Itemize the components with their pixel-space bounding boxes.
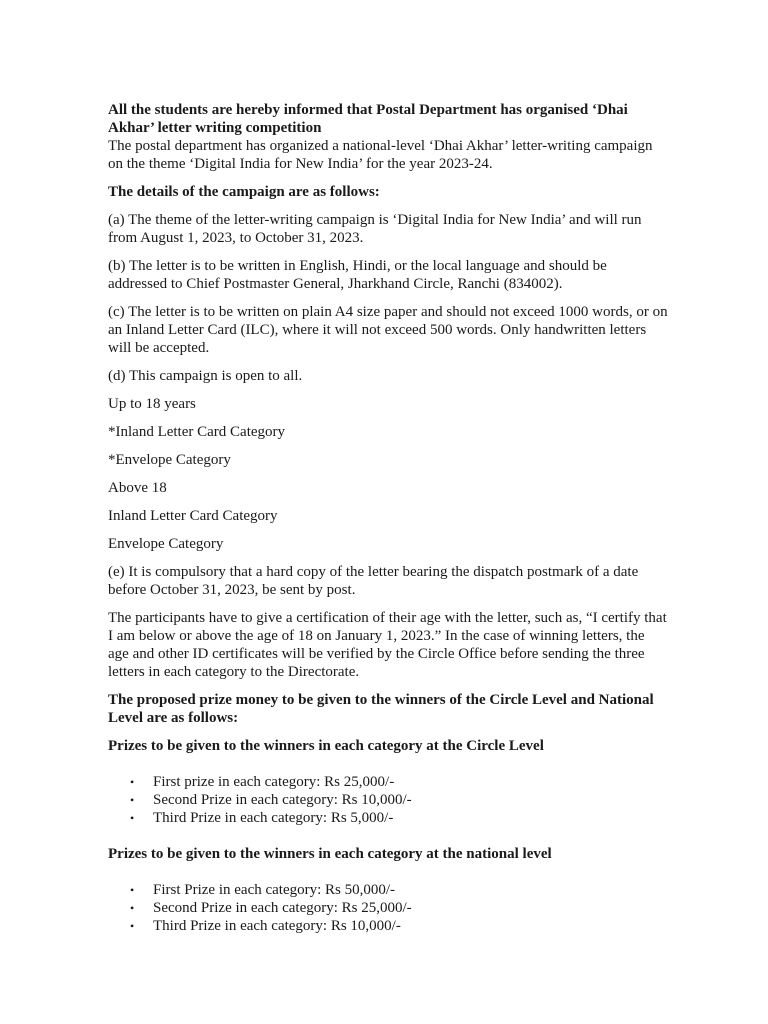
national-prize-first: First Prize in each category: Rs 50,000/- [153, 882, 396, 898]
point-a: (a) The theme of the letter-writing campaign is ‘Digital India for New India’ and will run from August 1, 2023, to October 31, 2023. [108, 212, 642, 246]
national-level-heading: Prizes to be given to the winners in each category at the national level [108, 846, 552, 862]
age-group-1-category-2: *Envelope Category [108, 452, 231, 468]
document-page [108, 101, 668, 935]
list-item [108, 791, 668, 809]
circle-prize-third: Third Prize in each category: Rs 5,000/- [153, 810, 394, 826]
circle-prize-list [108, 773, 668, 827]
point-b: (b) The letter is to be written in English, Hindi, or the local language and should be addressed to Chief Postmaster General, Jharkhand Circle, Ranchi (834002). [108, 258, 607, 292]
certification-paragraph: The participants have to give a certification of their age with the letter, such as, “I certify that I am below or above the age of 18 on January 1, 2023.” In the case of winning letters, the age and other ID certificates will be verified by the Circle Office before sending the three letters in each category to the Directorate. [108, 610, 667, 680]
national-prize-third: Third Prize in each category: Rs 10,000/- [153, 918, 401, 934]
circle-prize-second: Second Prize in each category: Rs 10,000/- [153, 792, 412, 808]
point-d: (d) This campaign is open to all. [108, 368, 303, 384]
list-item [108, 773, 668, 791]
list-item [108, 881, 668, 899]
point-e: (e) It is compulsory that a hard copy of the letter bearing the dispatch postmark of a date before October 31, 2023, be sent by post. [108, 564, 639, 598]
bullet-icon: • [130, 775, 135, 789]
age-group-2: Above 18 [108, 480, 167, 496]
national-prize-second: Second Prize in each category: Rs 25,000/- [153, 900, 412, 916]
list-item [108, 917, 668, 935]
age-group-1-category-1: *Inland Letter Card Category [108, 424, 286, 440]
document-title: All the students are hereby informed that Postal Department has organised ‘Dhai Akhar’ letter writing competition [108, 102, 628, 136]
list-item [108, 809, 668, 827]
circle-level-heading: Prizes to be given to the winners in each category at the Circle Level [108, 738, 544, 754]
point-c: (c) The letter is to be written on plain A4 size paper and should not exceed 1000 words, or on an Inland Letter Card (ILC), where it will not exceed 500 words. Only handwritten letters will be accepted. [108, 304, 668, 356]
age-group-1: Up to 18 years [108, 396, 196, 412]
prize-heading: The proposed prize money to be given to the winners of the Circle Level and National Level are as follows: [108, 692, 654, 726]
intro-paragraph: The postal department has organized a national-level ‘Dhai Akhar’ letter-writing campaign on the theme ‘Digital India for New India’ for the year 2023-24. [108, 138, 653, 172]
age-group-2-category-1: Inland Letter Card Category [108, 508, 278, 524]
national-prize-list [108, 881, 668, 935]
bullet-icon: • [130, 901, 135, 915]
bullet-icon: • [130, 919, 135, 933]
bullet-icon: • [130, 811, 135, 825]
details-heading: The details of the campaign are as follows: [108, 184, 380, 200]
bullet-icon: • [130, 793, 135, 807]
circle-prize-first: First prize in each category: Rs 25,000/- [153, 774, 395, 790]
age-group-2-category-2: Envelope Category [108, 536, 224, 552]
bullet-icon: • [130, 883, 135, 897]
list-item [108, 899, 668, 917]
